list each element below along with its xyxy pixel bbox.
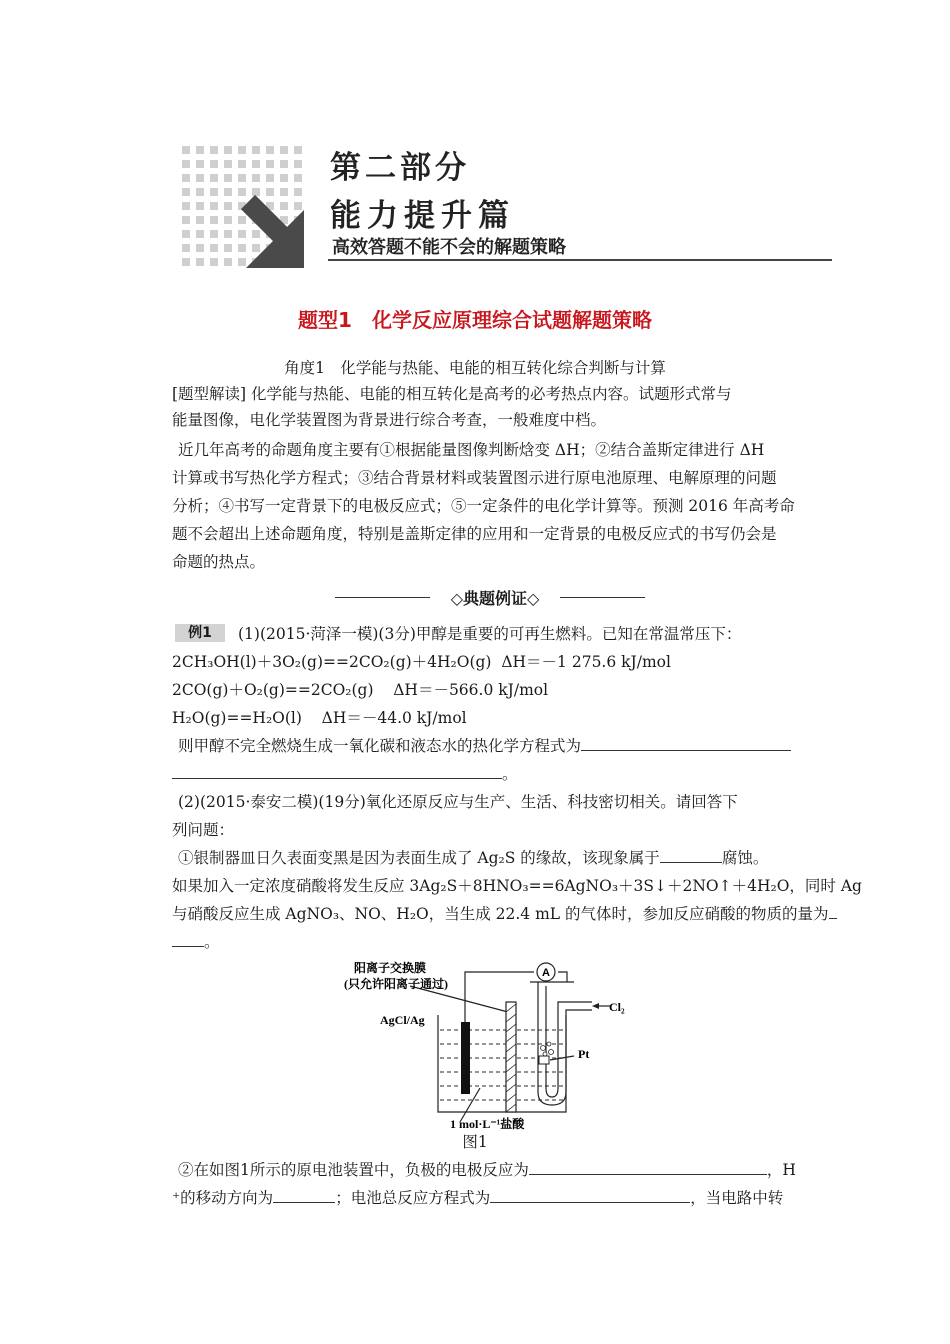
part2-sub2: 如果加入一定浓度硝酸将发生反应 3Ag₂S＋8HNO₃==6AgNO₃＋3S↓＋2NO↑＋4H₂O，同时 Ag [172,877,862,895]
example-badge: 例1 [175,624,225,642]
para1-line1: [题型解读] 化学能与热能、电能的相互转化是高考的必考热点内容。试题形式常与 [172,385,732,403]
para1-tag: [题型解读] [172,385,247,403]
pt-tube-inner [546,986,592,1097]
part-heading: 第二部分 [330,150,470,186]
part2-line1: (2)(2015·泰安二模)(19分)氧化还原反应与生产、生活、科技密切相关。请回答下 [178,793,738,811]
membrane-note: (只允许阳离子通过) [344,977,448,991]
figure-caption: 图1 [462,1133,488,1151]
arrow-left-icon [592,1003,599,1009]
question-2-line2: ⁺的移动方向为 ；电池总反应方程式为 ，当电路中转 [172,1189,784,1207]
example-intro: (1)(2015·菏泽一模)(3分)甲醇是重要的可再生燃料。已知在常温常压下： [238,625,742,643]
para2-line1: 近几年高考的命题角度主要有①根据能量图像判断焓变 ΔH；②结合盖斯定律进行 ΔH [178,441,765,459]
divider-rule-right [560,597,645,598]
header-subtitle: 高效答题不能不会的解题策略 [332,237,566,258]
equation-3: H₂O(g)==H₂O(l) ΔH＝－44.0 kJ/mol [172,709,467,727]
answer-blank[interactable] [529,1160,767,1175]
part2-sub3: 与硝酸反应生成 AgNO₃、NO、H₂O，当生成 22.4 mL 的气体时，参加反应硝酸的物质的量为 [172,904,837,924]
question-2-line1: ②在如图1所示的原电池装置中，负极的电极反应为 ，H [178,1161,796,1179]
para2-line5: 命题的热点。 [172,553,266,571]
ammeter-label: A [542,967,550,979]
answer-blank[interactable] [660,848,722,863]
membrane-label: 阳离子交换膜 [354,961,427,975]
header-rule [328,259,832,261]
answer-blank[interactable] [273,1188,335,1203]
cl2-label: Cl₂ [609,1000,625,1014]
answer-blank[interactable] [172,932,204,947]
answer-blank[interactable] [490,1188,690,1203]
para2-line3: 分析；④书写一定背景下的电极反应式；⑤一定条件的电化学计算等。预测 2016 年高考命 [172,497,795,515]
part2-sub4: 。 [172,932,220,952]
equation-1: 2CH₃OH(l)＋3O₂(g)==2CO₂(g)＋4H₂O(g) ΔH＝－1 275.6 kJ/mol [172,653,671,671]
question-1: 则甲醇不完全燃烧生成一氧化碳和液态水的热化学方程式为 [178,736,791,756]
divider-rule-left [335,597,430,598]
question-1-cont: 。 [172,764,518,784]
pt-bubbles [541,1042,554,1056]
angle-heading: 角度1 化学能与热能、电能的相互转化综合判断与计算 [284,359,666,377]
part2-sub1: ①银制器皿日久表面变黑是因为表面生成了 Ag₂S 的缘故，该现象属于 腐蚀。 [178,849,769,867]
answer-blank[interactable] [829,904,837,919]
agcl-label: AgCl/Ag [380,1013,425,1027]
agcl-electrode [461,1022,470,1094]
page-title: 题型1 化学反应原理综合试题解题策略 [298,308,652,332]
header-decoration [178,142,308,267]
part2-line2: 列问题： [172,821,235,839]
pt-label: Pt [578,1047,590,1061]
pt-electrode [539,1056,549,1064]
para1-line2: 能量图像，电化学装置图为背景进行综合考查，一般难度中档。 [172,411,607,429]
solution-label: 1 mol·L⁻¹盐酸 [450,1117,525,1131]
equation-2: 2CO(g)＋O₂(g)==2CO₂(g) ΔH＝－566.0 kJ/mol [172,681,549,699]
section-divider: ◇典题例证◇ [450,589,540,608]
answer-blank[interactable] [172,764,502,779]
para2-line4: 题不会超出上述命题角度，特别是盖斯定律的应用和一定背景的电极反应式的书写仍会是 [172,525,777,543]
galvanic-cell-figure [340,960,625,1131]
section-heading: 能力提升篇 [330,198,515,234]
answer-blank[interactable] [581,736,791,751]
para2-line2: 计算或书写热化学方程式；③结合背景材料或装置图示进行原电池原理、电解原理的问题 [172,469,777,487]
